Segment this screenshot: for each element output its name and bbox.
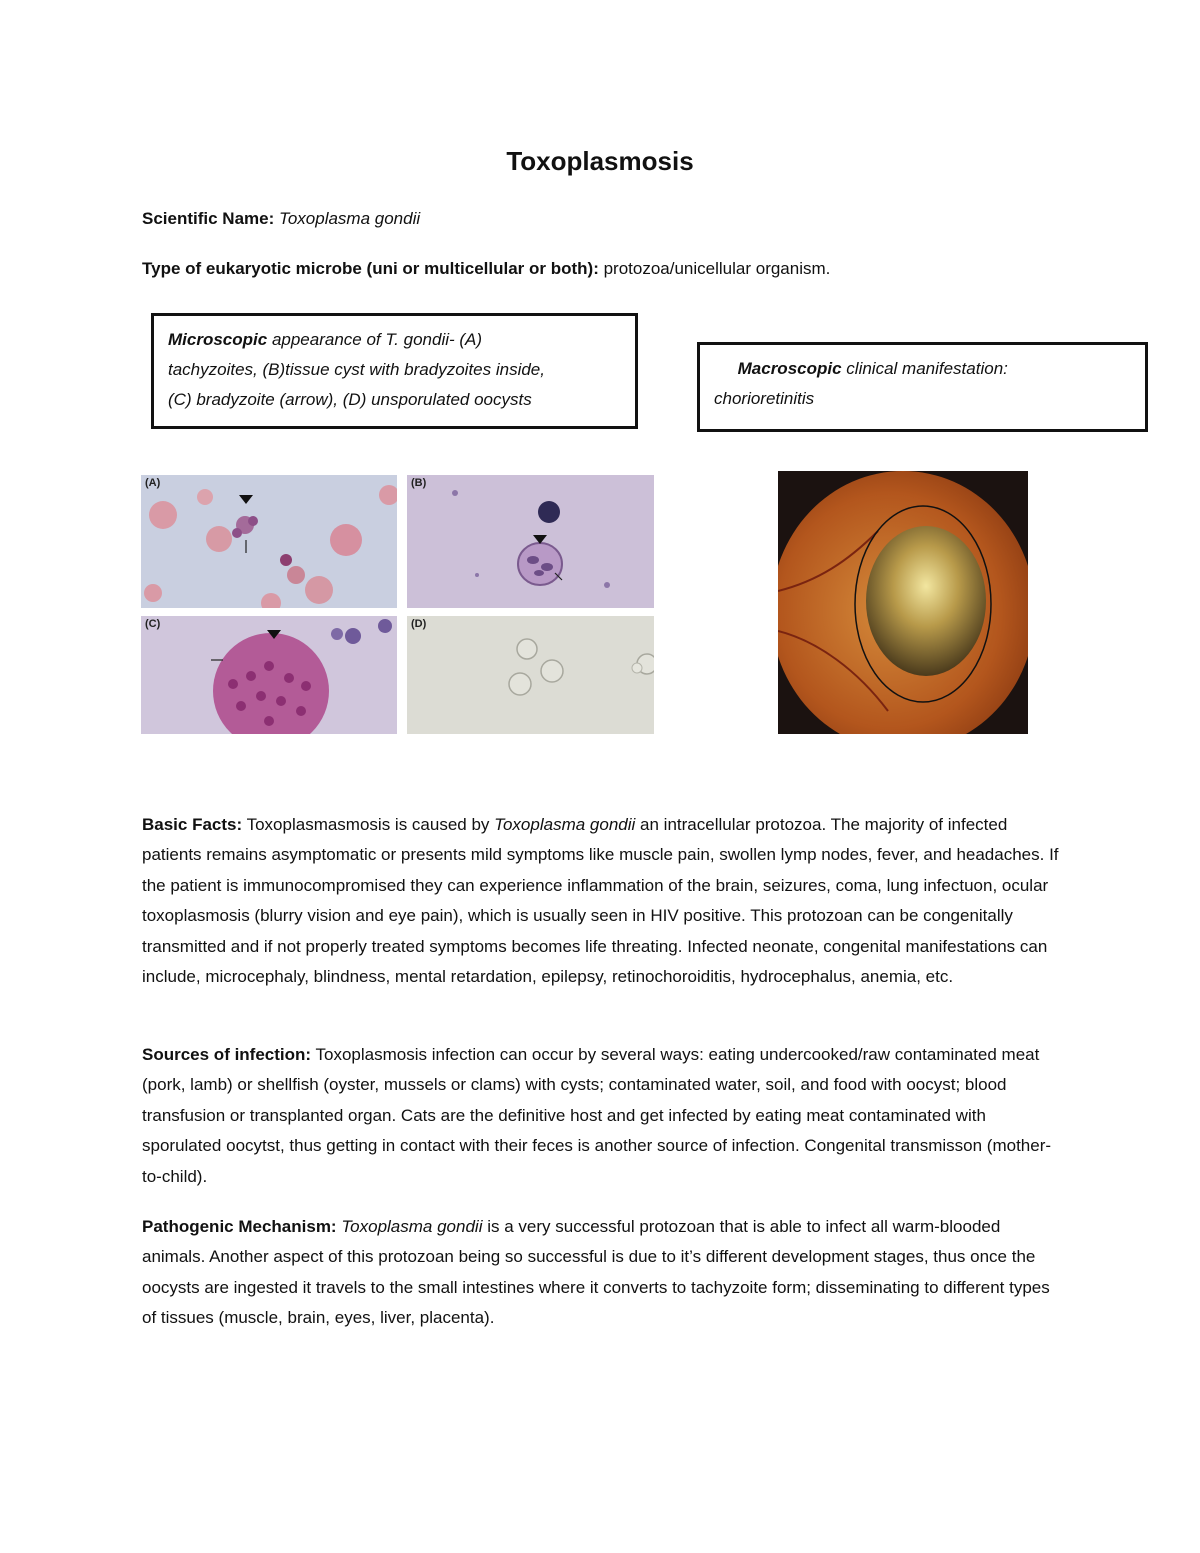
page-title: Toxoplasmosis (506, 146, 694, 176)
micrograph-panel-a (141, 475, 397, 608)
pathogenic-italic: Toxoplasma gondii (341, 1217, 483, 1236)
micrograph-panel-d (407, 616, 654, 734)
sources-text: Toxoplasmosis infection can occur by several ways: eating undercooked/raw contaminated meat (pork, lamb) or shellfish (oyster, mussels or clams) with cysts; contaminated water, soil, and food with oocyst; blood transfusion or transplanted organ. Cats are the definitive host and get infected by eating meat contaminated with sporulated oocytst, thus getting in contact with their feces is another source of infection. Congenital transmisson (mother-to-child). (142, 1045, 1052, 1186)
basic-facts-text-a: Toxoplasmasmosis is caused by (246, 815, 490, 834)
sources-paragraph (142, 1040, 1062, 1192)
fundus-photo (778, 471, 1028, 734)
panel-b-label: (B) (411, 477, 427, 489)
micro-caption-line1: appearance of T. gondii- (A) (271, 330, 483, 349)
microbe-type-line (142, 257, 830, 281)
micrograph-panel-b (407, 475, 654, 608)
pathogenic-text: is a very successful protozoan that is able to infect all warm-blooded animals. Another aspect of this protozoan being so successful is due to it’s different development stages, thus once the oocysts are ingested it travels to the small intestines where it converts to tachyzoite form; disseminating to different types of tissues (muscle, brain, eyes, liver, placenta). (142, 1217, 1050, 1328)
basic-facts-paragraph (142, 810, 1062, 992)
sources-label: Sources of infection: (142, 1045, 312, 1064)
microscopic-caption-box (151, 313, 638, 429)
microscopic-lead: Microscopic (168, 330, 268, 349)
macro-caption-line2: chorioretinitis (714, 389, 815, 408)
micrograph-panel-c (141, 616, 397, 734)
panel-a-label: (A) (145, 477, 161, 489)
pathogenic-label: Pathogenic Mechanism: (142, 1217, 337, 1236)
macroscopic-caption-box (697, 342, 1148, 432)
basic-facts-label: Basic Facts: (142, 815, 243, 834)
macro-caption-line1: clinical manifestation: (846, 359, 1008, 378)
pathogenic-paragraph (142, 1212, 1062, 1334)
basic-facts-text-b: an intracellular protozoa. The majority of infected patients remains asymptomatic or presents mild symptoms like muscle pain, swollen lymp nodes, fever, and headaches. If the patient is immunocompromised they can experience inflammation of the brain, seizures, coma, lung infectuon, ocular toxoplasmosis (blurry vision and eye pain), which is usually seen in HIV positive. This protozoan can be congenitally transmitted and if not properly treated symptoms becomes life threating. Infected neonate, congenital manifestations can include, microcephaly, blindness, mental retardation, epilepsy, retinochoroiditis, hydrocephalus, anemia, etc. (142, 815, 1059, 987)
panel-c-label: (C) (145, 618, 161, 630)
panel-d-label: (D) (411, 618, 427, 630)
scientific-name-line (142, 207, 420, 231)
basic-facts-italic: Toxoplasma gondii (494, 815, 636, 834)
scientific-name-label: Scientific Name: (142, 209, 275, 228)
microbe-type-value: protozoa/unicellular organism. (603, 259, 831, 278)
micro-caption-line3: (C) bradyzoite (arrow), (D) unsporulated oocysts (168, 390, 532, 409)
microbe-type-label: Type of eukaryotic microbe (uni or multicellular or both): (142, 259, 599, 278)
scientific-name-value: Toxoplasma gondii (279, 209, 421, 228)
macroscopic-lead: Macroscopic (737, 359, 842, 378)
micro-caption-line2: tachyzoites, (B)tissue cyst with bradyzoites inside, (168, 360, 545, 379)
